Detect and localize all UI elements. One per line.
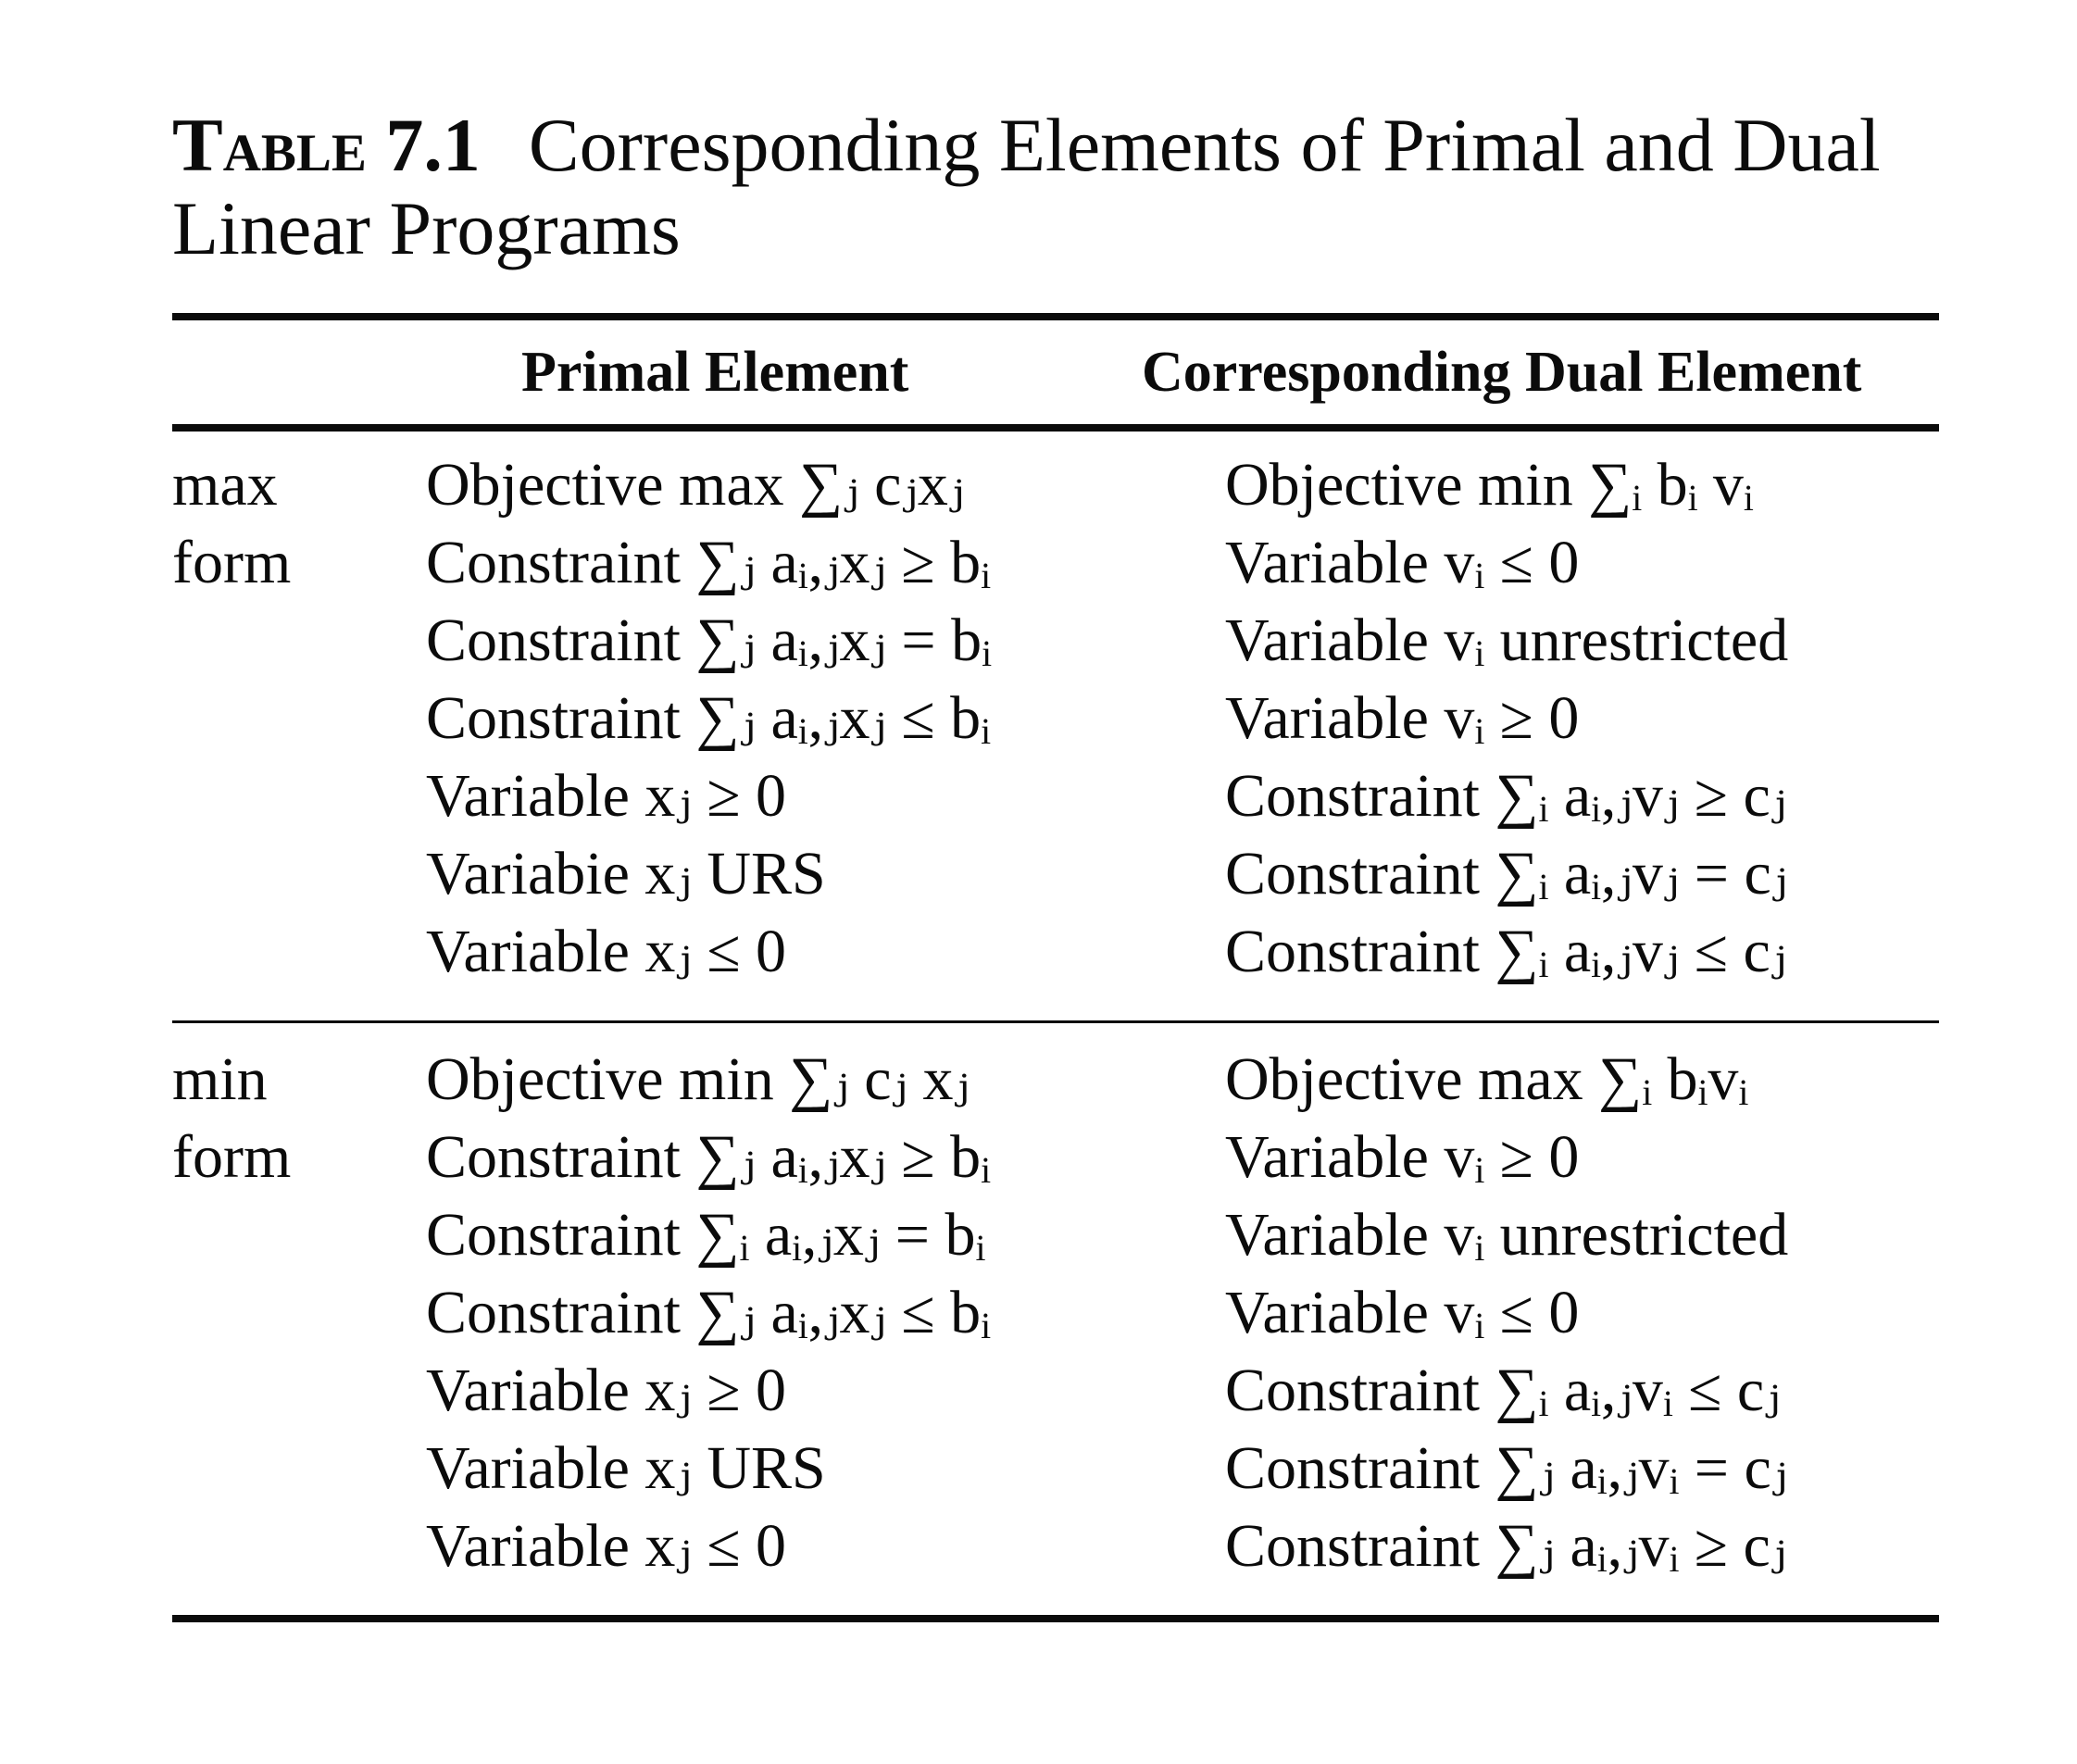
primal-column-max-form bbox=[426, 446, 992, 991]
primal-row: Variable xⱼ ≥ 0 bbox=[426, 1357, 787, 1424]
dual-row: Variable vᵢ unrestricted bbox=[1225, 607, 1789, 674]
table-caption bbox=[172, 104, 1950, 270]
primal-row: Variable xⱼ ≤ 0 bbox=[426, 1512, 787, 1580]
primal-column-min-form bbox=[426, 1041, 991, 1585]
dual-row: Variable vᵢ ≥ 0 bbox=[1225, 1123, 1580, 1191]
dual-row: Objective min ∑ᵢ bᵢ vᵢ bbox=[1225, 451, 1754, 519]
primal-row: Variable xⱼ ≥ 0 bbox=[426, 762, 787, 830]
primal-row: Constraint ∑ᵢ aᵢ,ⱼxⱼ = bᵢ bbox=[426, 1201, 986, 1269]
dual-row: Constraint ∑ᵢ aᵢ,ⱼvⱼ = cⱼ bbox=[1225, 840, 1788, 907]
dual-row: Constraint ∑ⱼ aᵢ,ⱼvᵢ ≥ cⱼ bbox=[1225, 1512, 1787, 1580]
dual-row: Variable vᵢ ≥ 0 bbox=[1225, 684, 1580, 752]
dual-column-max-form bbox=[1225, 446, 1788, 991]
primal-row: Objective max ∑ⱼ cⱼxⱼ bbox=[426, 451, 965, 519]
header-dual-element: Corresponding Dual Element bbox=[1142, 341, 1862, 404]
primal-row: Variabie xⱼ URS bbox=[426, 840, 826, 907]
dual-row: Variable vᵢ unrestricted bbox=[1225, 1201, 1789, 1269]
primal-row: Constraint ∑ⱼ aᵢ,ⱼxⱼ ≥ bᵢ bbox=[426, 1123, 991, 1191]
dual-row: Constraint ∑ᵢ aᵢ,ⱼvⱼ ≥ cⱼ bbox=[1225, 762, 1787, 830]
dual-row: Constraint ∑ᵢ aᵢ,ⱼvᵢ ≤ cⱼ bbox=[1225, 1357, 1781, 1424]
dual-column-min-form bbox=[1225, 1041, 1788, 1585]
dual-row: Variable vᵢ ≤ 0 bbox=[1225, 529, 1580, 596]
primal-row: Variable xⱼ URS bbox=[426, 1434, 826, 1502]
primal-row: Constraint ∑ⱼ aᵢ,ⱼxⱼ = bᵢ bbox=[426, 607, 992, 674]
group-label-max-form: max form bbox=[172, 451, 292, 596]
dual-row: Constraint ∑ᵢ aᵢ,ⱼvⱼ ≤ cⱼ bbox=[1225, 918, 1787, 985]
header-primal-element: Primal Element bbox=[521, 341, 909, 404]
primal-row: Constraint ∑ⱼ aᵢ,ⱼxⱼ ≤ bᵢ bbox=[426, 684, 991, 752]
bottom-rule bbox=[172, 1615, 1939, 1622]
group-separator-rule bbox=[172, 1020, 1939, 1023]
primal-row: Constraint ∑ⱼ aᵢ,ⱼxⱼ ≤ bᵢ bbox=[426, 1279, 991, 1346]
table-number: Table 7.1 bbox=[172, 103, 481, 187]
primal-row: Variable xⱼ ≤ 0 bbox=[426, 918, 787, 985]
group-label-min-form: min form bbox=[172, 1045, 292, 1191]
primal-row: Constraint ∑ⱼ aᵢ,ⱼxⱼ ≥ bᵢ bbox=[426, 529, 991, 596]
header-rule bbox=[172, 424, 1939, 432]
primal-row: Objective min ∑ⱼ cⱼ xⱼ bbox=[426, 1045, 970, 1113]
dual-row: Constraint ∑ⱼ aᵢ,ⱼvᵢ = cⱼ bbox=[1225, 1434, 1788, 1502]
top-rule bbox=[172, 313, 1939, 320]
dual-row: Variable vᵢ ≤ 0 bbox=[1225, 1279, 1580, 1346]
table-title: Corresponding Elements of Primal and Dual Linear Programs bbox=[172, 103, 1881, 270]
dual-row: Objective max ∑ᵢ bᵢvᵢ bbox=[1225, 1045, 1749, 1113]
